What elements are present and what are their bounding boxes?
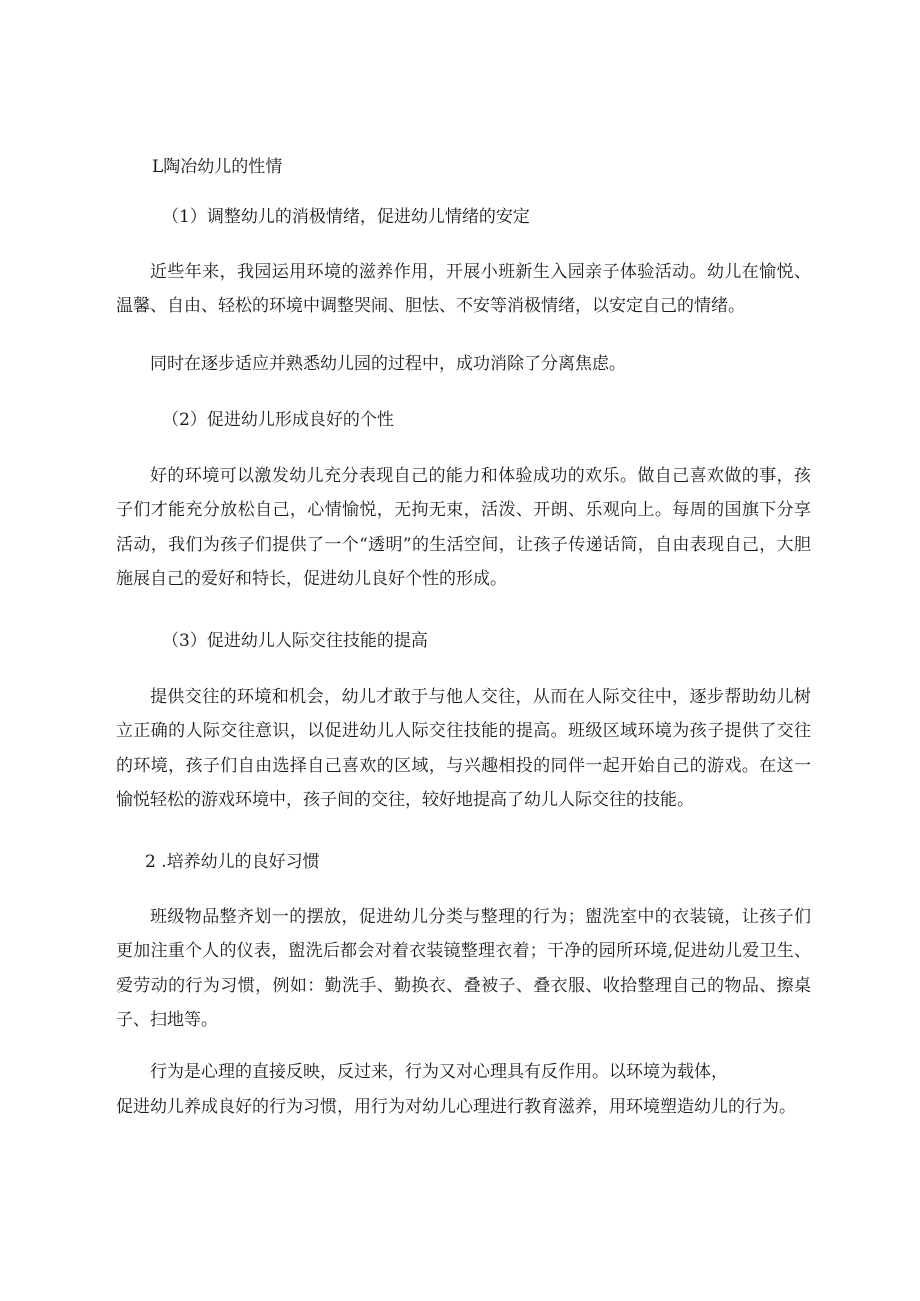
paragraph-3-1: 提供交往的环境和机会，幼儿才敢于与他人交往，从而在人际交往中，逐步帮助幼儿树立正确的人际交往意识，以促进幼儿人际交往技能的提高。班级区域环境为孩子提供了交往的环境，孩子们自由选择自己喜欢的区域，与兴趣相投的同伴一起开始自己的游戏。在这一愉悦轻松的游戏环境中，孩子间的交往，较好地提高了幼儿人际交往的技能。 bbox=[116, 687, 811, 810]
heading-1: L陶冶幼儿的性情 bbox=[152, 157, 283, 177]
paragraph-4-2-line-2: 促进幼儿养成良好的行为习惯，用行为对幼儿心理进行教育滋养，用环境塑造幼儿的行为。 bbox=[116, 1097, 796, 1117]
subheading-2: （2）促进幼儿形成良好的个性 bbox=[162, 410, 394, 430]
subheading-1: （1）调整幼儿的消极情绪，促进幼儿情绪的安定 bbox=[162, 207, 530, 227]
subheading-3: （3）促进幼儿人际交往技能的提高 bbox=[162, 631, 428, 651]
paragraph-2-1: 好的环境可以激发幼儿充分表现自己的能力和体验成功的欢乐。做自己喜欢做的事，孩子们才能充分放松自己，心情愉悦，无拘无束，活泼、开朗、乐观向上。每周的国旗下分享活动，我们为孩子们提供了一个“透明”的生活空间，让孩子传递话筒，自由表现自己，大胆施展自己的爱好和特长，促进幼儿良好个性的形成。 bbox=[116, 466, 811, 589]
heading-2: 2 .培养幼儿的良好习惯 bbox=[145, 852, 320, 872]
paragraph-1-2: 同时在逐步适应并熟悉幼儿园的过程中，成功消除了分离焦虑。 bbox=[150, 354, 626, 374]
paragraph-4-2-line-1: 行为是心理的直接反映，反过来，行为又对心理具有反作用。以环境为载体， bbox=[150, 1062, 728, 1082]
paragraph-4-1: 班级物品整齐划一的摆放，促进幼儿分类与整理的行为；盥洗室中的衣装镜，让孩子们更加注重个人的仪表，盥洗后都会对着衣装镜整理衣着；干净的园所环境,促进幼儿爱卫生、爱劳动的行为习惯，例如：勤洗手、勤换衣、叠被子、叠衣服、收拾整理自己的物品、擦桌子、扫地等。 bbox=[116, 907, 811, 1030]
paragraph-1-1: 近些年来，我园运用环境的滋养作用，开展小班新生入园亲子体验活动。幼儿在愉悦、温馨、自由、轻松的环境中调整哭闹、胆怯、不安等消极情绪，以安定自己的情绪。 bbox=[116, 262, 811, 317]
